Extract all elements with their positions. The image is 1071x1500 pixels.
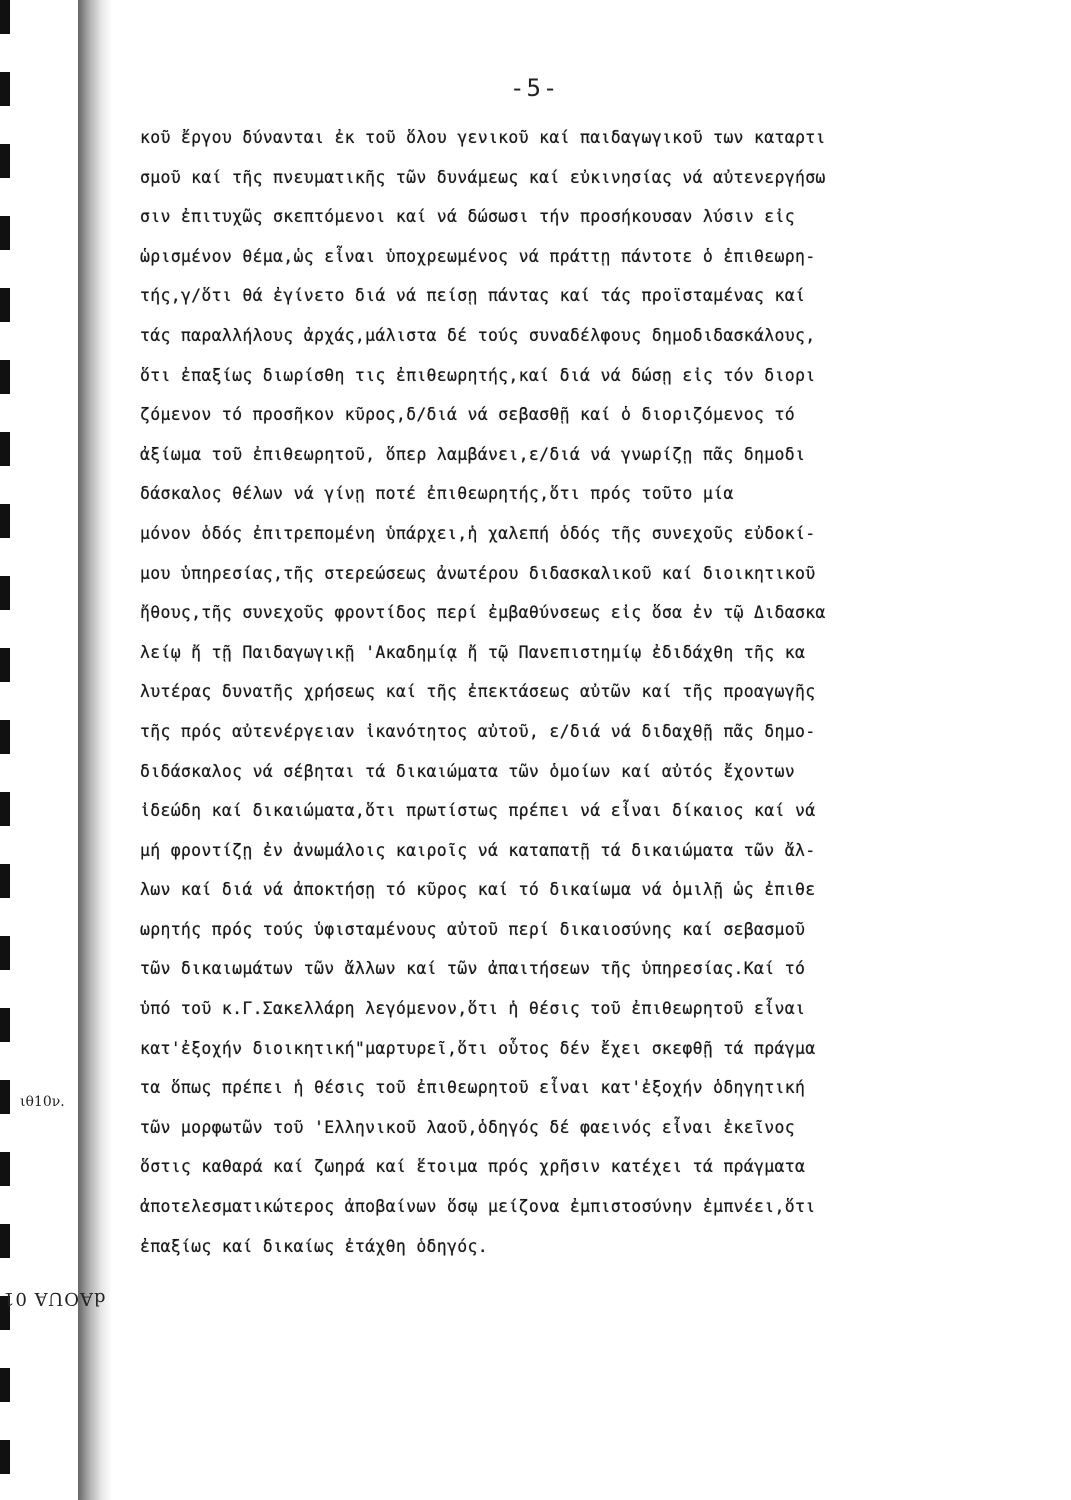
text-line: λων καί διά νά ἀποκτήσῃ τό κῦρος καί τό δικαίωμα νά ὁμιλῇ ὡς ἐπιθε (140, 880, 816, 900)
text-line: δάσκαλος θέλων νά γίνῃ ποτέ ἐπιθεωρητής,ὅτι πρός τοῦτο μία (140, 484, 734, 504)
margin-note: dAOUA 01 (2, 1288, 106, 1309)
text-line: μή φροντίζῃ ἐν ἀνωμάλοις καιροῖς νά καταπατῇ τά δικαιώματα τῶν ἄλ- (140, 840, 816, 860)
text-line: ἐπαξίως καί δικαίως ἐτάχθη ὁδηγός. (140, 1236, 488, 1256)
text-line: τῆς πρός αὐτενέργειαν ἱκανότητος αὐτοῦ, ε/διά νά διδαχθῇ πᾶς δημο- (140, 721, 816, 741)
text-line: κοῦ ἔργου δύνανται ἐκ τοῦ ὅλου γενικοῦ καί παιδαγωγικοῦ των καταρτι (140, 128, 826, 147)
text-line: ἤθους,τῆς συνεχοῦς φροντίδος περί ἐμβαθύνσεως εἰς ὅσα ἐν τῷ Διδασκα (140, 603, 826, 623)
text-line: μου ὑπηρεσίας,τῆς στερεώσεως ἀνωτέρου διδασκαλικοῦ καί διοικητικοῦ (140, 563, 816, 583)
typed-text-body (140, 118, 1040, 1266)
text-line: λείῳ ἤ τῇ Παιδαγωγικῇ 'Ακαδημίᾳ ἤ τῷ Πανεπιστημίῳ ἐδιδάχθη τῆς κα (140, 642, 806, 662)
text-line: κατ'ἐξοχήν διοικητική"μαρτυρεῖ,ὅτι οὗτος δέν ἔχει σκεφθῇ τά πράγμα (140, 1038, 816, 1058)
text-line: σιν ἐπιτυχῶς σκεπτόμενοι καί νά δώσωσι τήν προσήκουσαν λύσιν εἰς (140, 207, 795, 227)
text-line: τῶν μορφωτῶν τοῦ 'Ελληνικοῦ λαοῦ,ὁδηγός δέ φαεινός εἶναι ἐκεῖνος (140, 1117, 795, 1137)
text-line: ἀξίωμα τοῦ ἐπιθεωρητοῦ, ὅπερ λαμβάνει,ε/διά νά γνωρίζῃ πᾶς δημοδι (140, 444, 806, 464)
text-line: τής,γ/ὅτι θά ἐγίνετο διά νά πείσῃ πάντας καί τάς προϊσταμένας καί (140, 286, 806, 306)
text-line: λυτέρας δυνατῆς χρήσεως καί τῆς ἐπεκτάσεως αὐτῶν καί τῆς προαγωγῆς (140, 682, 816, 702)
text-line: ωρητής πρός τούς ὑφισταμένους αὐτοῦ περί δικαιοσύνης καί σεβασμοῦ (140, 919, 806, 939)
text-line: τῶν δικαιωμάτων τῶν ἄλλων καί τῶν ἀπαιτήσεων τῆς ὑπηρεσίας.Καί τό (140, 959, 806, 979)
text-line: ἰδεώδη καί δικαιώματα,ὅτι πρωτίστως πρέπει νά εἶναι δίκαιος καί νά (140, 801, 816, 821)
text-line: διδάσκαλος νά σέβηται τά δικαιώματα τῶν ὁμοίων καί αὐτός ἔχοντων (140, 761, 795, 781)
text-line: τα ὅπως πρέπει ἡ θέσις τοῦ ἐπιθεωρητοῦ εἶναι κατ'ἐξοχήν ὁδηγητική (140, 1078, 806, 1098)
text-line: ὑπό τοῦ κ.Γ.Σακελλάρη λεγόμενον,ὅτι ἡ θέσις τοῦ ἐπιθεωρητοῦ εἶναι (140, 999, 806, 1019)
page-number: -5- (510, 74, 560, 102)
binding-shadow (78, 0, 112, 1500)
text-line: ὅτι ἐπαξίως διωρίσθη τις ἐπιθεωρητής,καί διά νά δώσῃ εἰς τόν διορι (140, 365, 816, 385)
text-line: ζόμενον τό προσῆκον κῦρος,δ/διά νά σεβασθῇ καί ὁ διοριζόμενος τό (140, 405, 795, 425)
text-line: σμοῦ καί τῆς πνευματικῆς τῶν δυνάμεως καί εὐκινησίας νά αὐτενεργήσω (140, 167, 826, 187)
scan-edge (0, 0, 10, 1500)
text-line: ὅστις καθαρά καί ζωηρά καί ἕτοιμα πρός χρῆσιν κατέχει τά πράγματα (140, 1157, 806, 1177)
text-line: ὡρισμένον θέμα,ὡς εἶναι ὑποχρεωμένος νά πράττῃ πάντοτε ὁ ἐπιθεωρη- (140, 246, 816, 266)
text-line: ἀποτελεσματικώτερος ἀποβαίνων ὅσῳ μείζονα ἐμπιστοσύνην ἐμπνέει,ὅτι (140, 1197, 816, 1217)
text-line: μόνον ὁδός ἐπιτρεπομένη ὑπάρχει,ἡ χαλεπή ὁδός τῆς συνεχοῦς εὐδοκί- (140, 523, 816, 543)
margin-note: ιθ10ν. (20, 1094, 65, 1110)
text-line: τάς παραλλήλους ἀρχάς,μάλιστα δέ τούς συναδέλφους δημοδιδασκάλους, (140, 325, 816, 345)
